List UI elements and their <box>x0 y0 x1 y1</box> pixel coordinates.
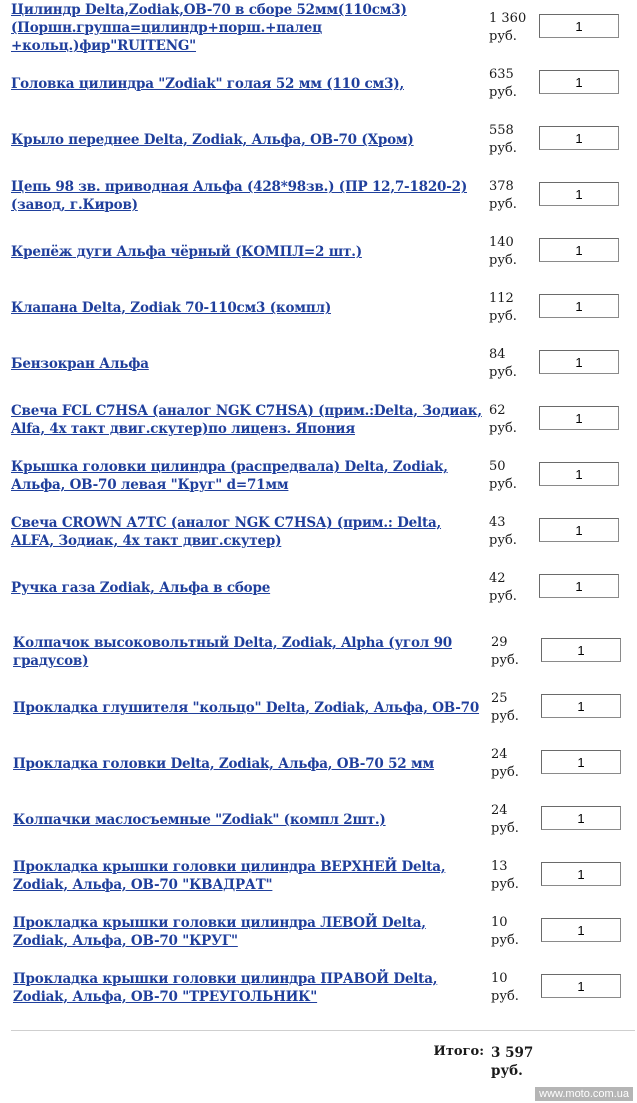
price-currency: руб. <box>491 989 519 1004</box>
quantity-input[interactable] <box>539 238 619 262</box>
product-link[interactable]: Крышка головки цилиндра (распредвала) Delta, Zodiak, Альфа, OB-70 левая "Круг" d=71мм <box>11 459 448 493</box>
product-link[interactable]: Прокладка крышки головки цилиндра ПРАВОЙ Delta, Zodiak, Альфа, OB-70 "ТРЕУГОЛЬНИК" <box>13 971 438 1005</box>
product-link[interactable]: Цепь 98 зв. приводная Альфа (428*98зв.) (ПР 12,7-1820-2) (завод, г.Киров) <box>11 179 468 213</box>
product-name-cell <box>11 560 483 616</box>
total-value <box>491 1044 533 1080</box>
price-amount: 140 <box>489 235 514 250</box>
price-currency: руб. <box>491 877 519 892</box>
price-amount: 24 <box>491 747 508 762</box>
cart-row <box>0 336 637 392</box>
product-price <box>491 680 541 736</box>
product-link[interactable]: Цилиндр Delta,Zodiak,OB-70 в сборе 52мм(110см3) (Поршн.группа=цилиндр+порш.+палец +кольц.)фир"RUITENG" <box>11 2 407 54</box>
price-amount: 10 <box>491 971 508 986</box>
price-amount: 378 <box>489 179 514 194</box>
price-currency: руб. <box>489 477 517 492</box>
price-amount: 29 <box>491 635 508 650</box>
cart-row <box>0 392 637 448</box>
quantity-input[interactable] <box>541 750 621 774</box>
quantity-input[interactable] <box>539 350 619 374</box>
product-price <box>489 224 539 280</box>
quantity-input[interactable] <box>539 294 619 318</box>
product-link[interactable]: Колпачки маслосъемные "Zodiak" (компл 2шт.) <box>13 812 386 828</box>
price-currency: руб. <box>489 365 517 380</box>
cart-row <box>0 736 637 792</box>
price-currency: руб. <box>489 253 517 268</box>
product-name-cell <box>11 448 483 504</box>
product-name-cell <box>11 336 483 392</box>
product-name-cell <box>11 0 483 56</box>
product-link[interactable]: Прокладка глушителя "кольцо" Delta, Zodiak, Альфа, OB-70 <box>13 700 480 716</box>
product-link[interactable]: Прокладка крышки головки цилиндра ЛЕВОЙ Delta, Zodiak, Альфа, OB-70 "КРУГ" <box>13 915 426 949</box>
price-amount: 84 <box>489 347 506 362</box>
price-currency: руб. <box>489 533 517 548</box>
price-amount: 558 <box>489 123 514 138</box>
product-price <box>491 848 541 904</box>
quantity-input[interactable] <box>539 462 619 486</box>
product-price <box>489 280 539 336</box>
product-link[interactable]: Свеча FCL C7HSA (аналог NGK C7HSA) (прим.:Delta, Зодиак, Alfa, 4х такт двиг.скутер)по лиценз. Япония <box>11 403 482 437</box>
price-amount: 43 <box>489 515 506 530</box>
price-currency: руб. <box>489 141 517 156</box>
cart-row <box>0 624 637 680</box>
quantity-input[interactable] <box>541 918 621 942</box>
cart-row <box>0 960 637 1016</box>
total-separator <box>11 1030 635 1031</box>
product-name-cell <box>13 624 485 680</box>
cart-row <box>0 0 637 56</box>
product-name-cell <box>13 680 485 736</box>
price-currency: руб. <box>491 709 519 724</box>
site-watermark: www.moto.com.ua <box>535 1087 633 1101</box>
product-price <box>491 736 541 792</box>
cart-row <box>0 280 637 336</box>
product-name-cell <box>11 280 483 336</box>
total-label: Итого: <box>433 1044 484 1059</box>
price-currency: руб. <box>489 29 517 44</box>
quantity-input[interactable] <box>539 406 619 430</box>
cart-row <box>0 680 637 736</box>
price-currency: руб. <box>491 821 519 836</box>
product-link[interactable]: Бензокран Альфа <box>11 356 149 372</box>
product-link[interactable]: Крыло переднее Delta, Zodiak, Альфа, OB-70 (Хром) <box>11 132 414 148</box>
product-price <box>489 112 539 168</box>
cart-row <box>0 560 637 616</box>
price-currency: руб. <box>491 653 519 668</box>
product-price <box>489 392 539 448</box>
quantity-input[interactable] <box>539 126 619 150</box>
price-amount: 62 <box>489 403 506 418</box>
product-price <box>489 336 539 392</box>
price-currency: руб. <box>489 309 517 324</box>
product-name-cell <box>11 112 483 168</box>
price-currency: руб. <box>489 197 517 212</box>
cart-row <box>0 848 637 904</box>
product-price <box>489 0 539 56</box>
product-link[interactable]: Клапана Delta, Zodiak 70-110см3 (компл) <box>11 300 332 316</box>
product-name-cell <box>13 848 485 904</box>
quantity-input[interactable] <box>541 638 621 662</box>
price-amount: 24 <box>491 803 508 818</box>
price-currency: руб. <box>491 765 519 780</box>
quantity-input[interactable] <box>541 974 621 998</box>
cart-row <box>0 792 637 848</box>
product-name-cell <box>13 904 485 960</box>
price-amount: 42 <box>489 571 506 586</box>
cart-row <box>0 56 637 112</box>
product-price <box>489 560 539 616</box>
cart-row <box>0 904 637 960</box>
cart-row <box>0 448 637 504</box>
cart-row <box>0 224 637 280</box>
product-link[interactable]: Прокладка крышки головки цилиндра ВЕРХНЕЙ Delta, Zodiak, Альфа, OB-70 "КВАДРАТ" <box>13 859 446 893</box>
product-name-cell <box>13 736 485 792</box>
cart-row <box>0 112 637 168</box>
price-currency: руб. <box>489 589 517 604</box>
product-link[interactable]: Колпачок высоковольтный Delta, Zodiak, Alpha (угол 90 градусов) <box>13 635 452 669</box>
product-link[interactable]: Свеча CROWN A7TC (аналог NGK C7HSA) (прим.: Delta, ALFA, Зодиак, 4х такт двиг.скутер) <box>11 515 442 549</box>
product-name-cell <box>13 792 485 848</box>
product-link[interactable]: Головка цилиндра "Zodiak" голая 52 мм (110 см3), <box>11 76 404 92</box>
price-amount: 112 <box>489 291 514 306</box>
price-amount: 13 <box>491 859 508 874</box>
price-currency: руб. <box>489 421 517 436</box>
price-amount: 50 <box>489 459 506 474</box>
quantity-input[interactable] <box>539 182 619 206</box>
product-link[interactable]: Прокладка головки Delta, Zodiak, Альфа, OB-70 52 мм <box>13 756 435 772</box>
total-amount: 3 597 <box>491 1045 534 1061</box>
quantity-input[interactable] <box>539 70 619 94</box>
product-link[interactable]: Крепёж дуги Альфа чёрный (КОМПЛ=2 шт.) <box>11 244 362 260</box>
product-name-cell <box>13 960 485 1016</box>
product-price <box>489 504 539 560</box>
product-price <box>489 448 539 504</box>
product-price <box>491 960 541 1016</box>
price-currency: руб. <box>491 933 519 948</box>
price-amount: 635 <box>489 67 514 82</box>
product-name-cell <box>11 392 483 448</box>
quantity-input[interactable] <box>541 862 621 886</box>
price-amount: 1 360 <box>489 11 527 26</box>
quantity-input[interactable] <box>541 694 621 718</box>
cart-row <box>0 504 637 560</box>
product-name-cell <box>11 168 483 224</box>
product-price <box>489 56 539 112</box>
product-price <box>491 904 541 960</box>
product-name-cell <box>11 56 483 112</box>
product-name-cell <box>11 504 483 560</box>
cart-row <box>0 168 637 224</box>
total-currency: руб. <box>491 1063 523 1079</box>
quantity-input[interactable] <box>539 14 619 38</box>
product-price <box>491 792 541 848</box>
quantity-input[interactable] <box>539 574 619 598</box>
product-price <box>489 168 539 224</box>
price-amount: 10 <box>491 915 508 930</box>
price-amount: 25 <box>491 691 508 706</box>
quantity-input[interactable] <box>541 806 621 830</box>
quantity-input[interactable] <box>539 518 619 542</box>
product-price <box>491 624 541 680</box>
product-name-cell <box>11 224 483 280</box>
price-currency: руб. <box>489 85 517 100</box>
product-link[interactable]: Ручка газа Zodiak, Альфа в сборе <box>11 580 271 596</box>
